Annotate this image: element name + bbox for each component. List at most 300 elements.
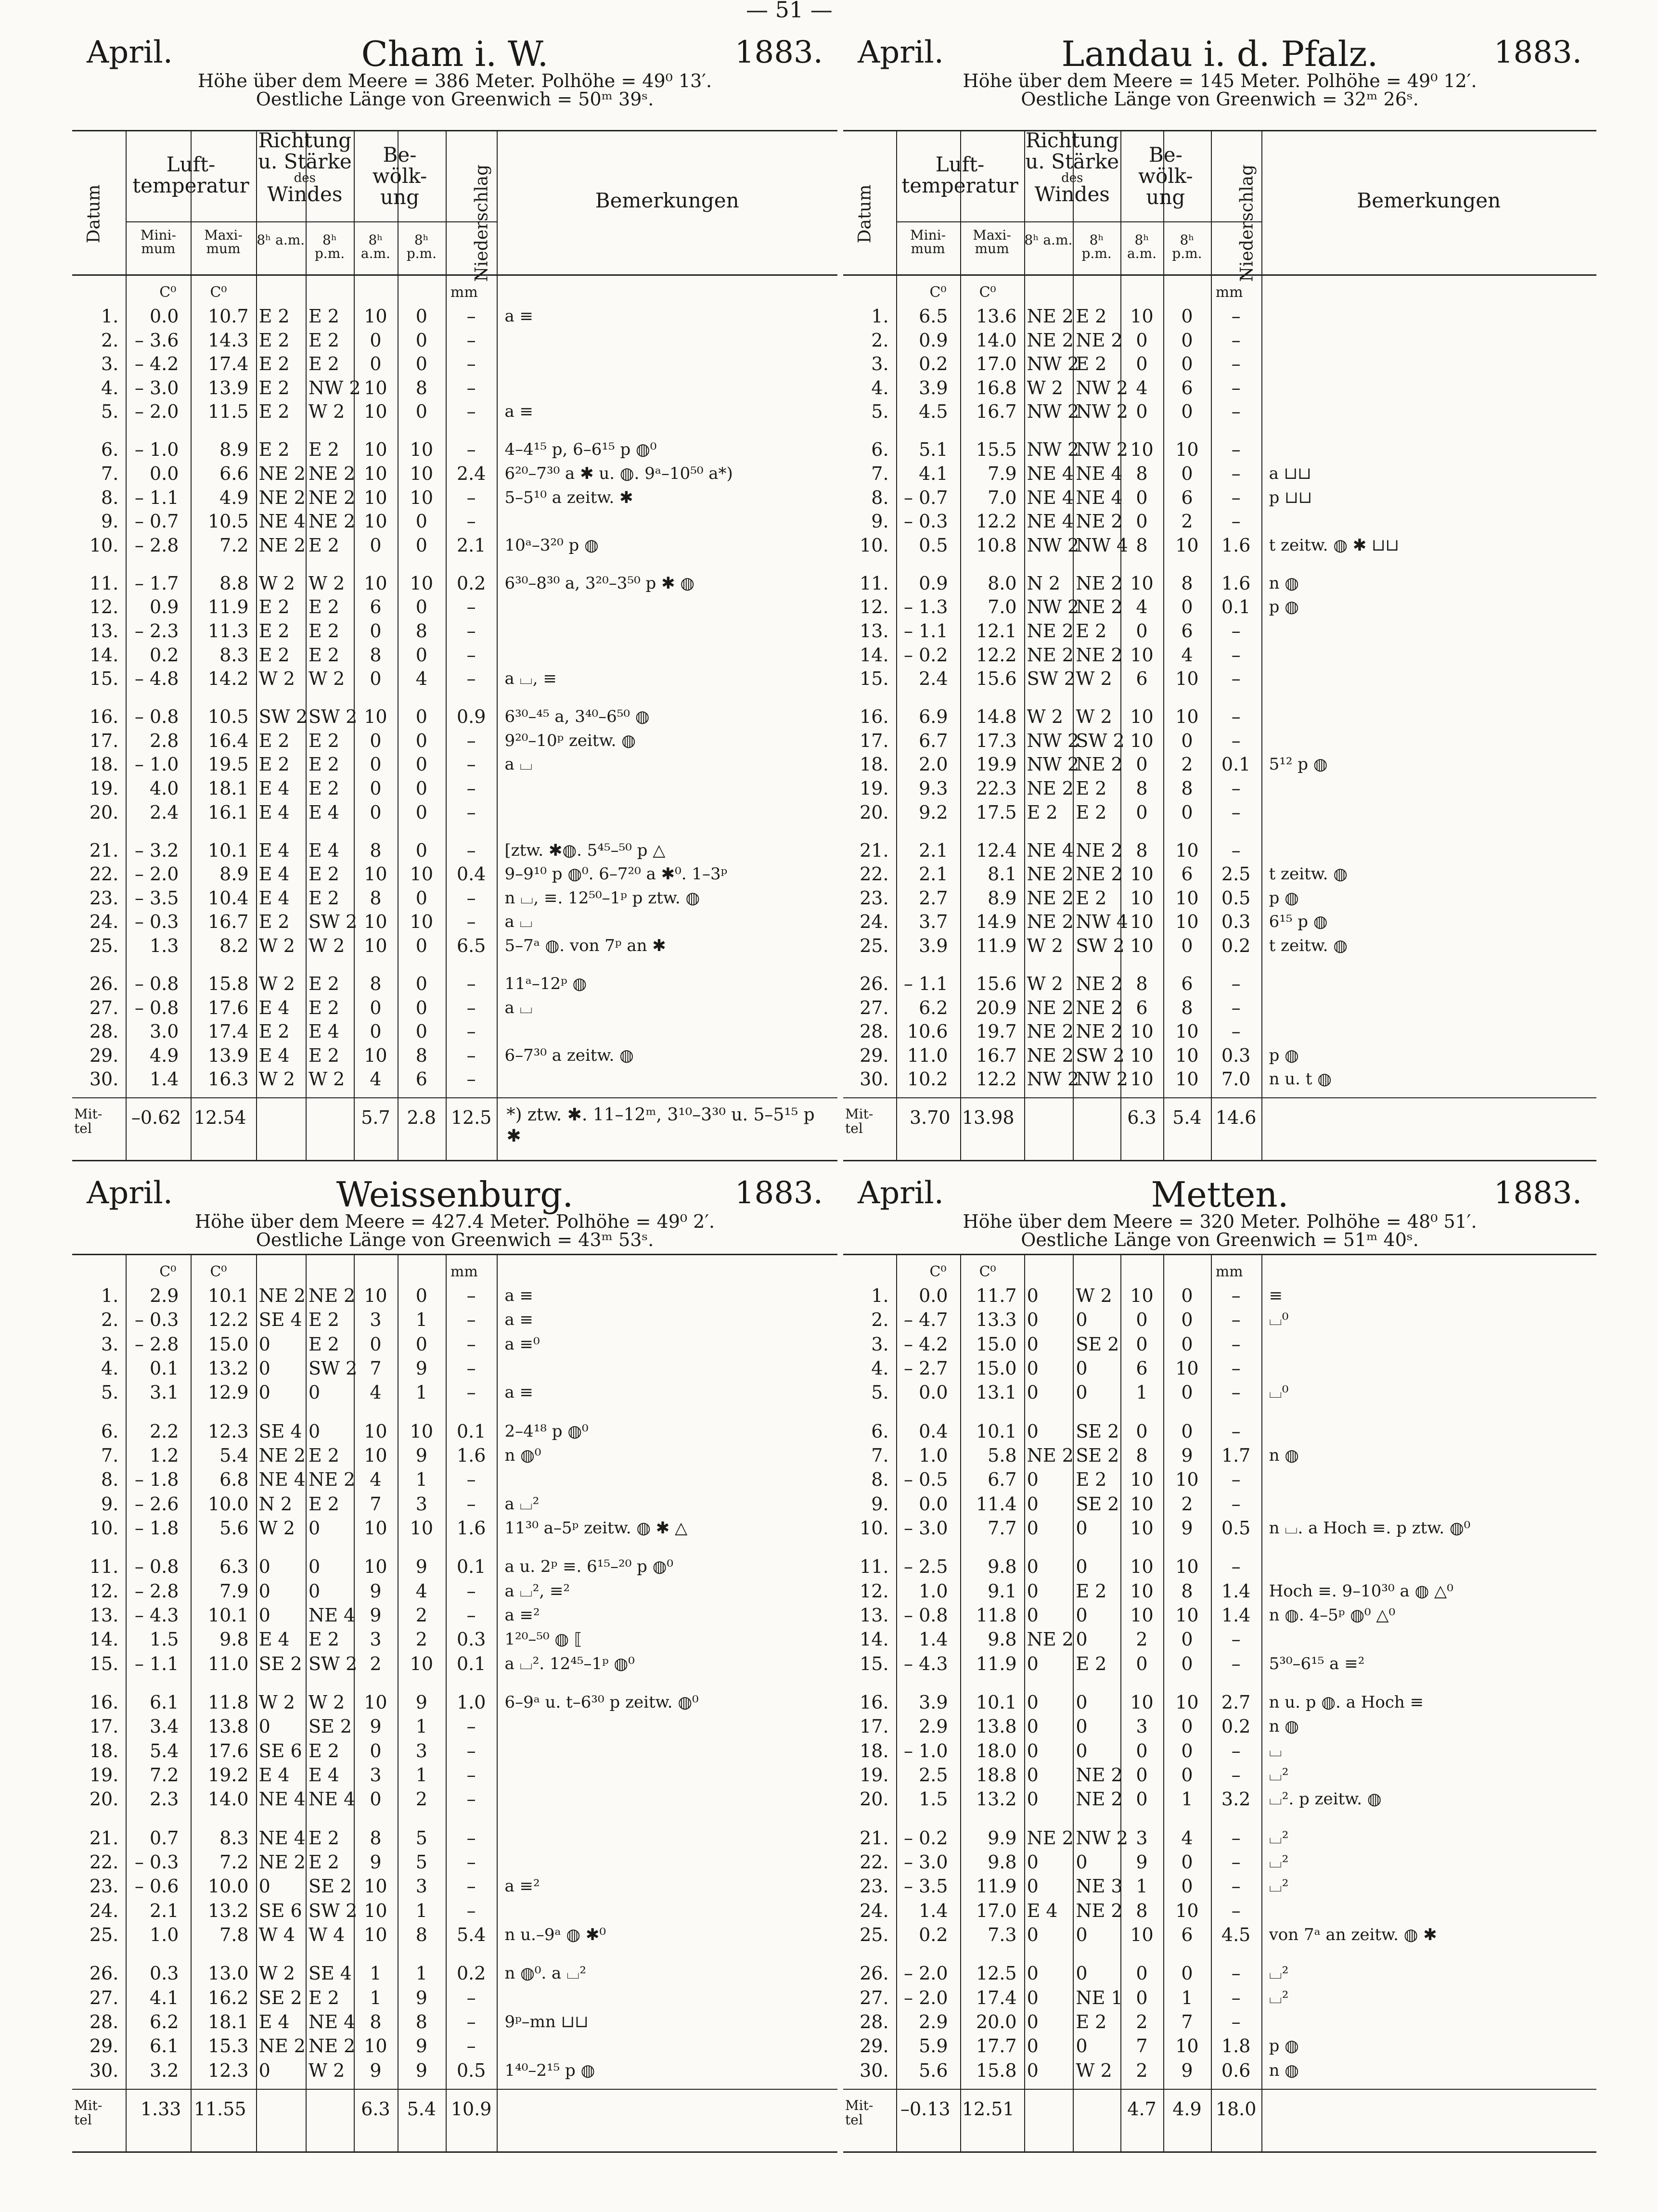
cell-remark: n ◍⁰. a ⌴²: [504, 1964, 586, 1983]
cell-date: 30.: [89, 1068, 119, 1090]
cell-cloud-am: 10: [364, 935, 387, 956]
cell-wind-am: 0: [258, 1556, 270, 1578]
cell-cloud-pm: 0: [415, 935, 427, 956]
cell-wind-pm: W 2: [308, 1068, 345, 1090]
cell-date: 22.: [89, 863, 119, 885]
cell-cloud-pm: 4: [415, 1580, 427, 1602]
cell-wind-am: E 4: [258, 997, 290, 1018]
cell-remark: n ◍: [1269, 1446, 1299, 1465]
cell-wind-pm: E 2: [308, 353, 339, 375]
cell-date: 13.: [89, 1605, 119, 1626]
cell-wind-pm: W 2: [1076, 2059, 1112, 2081]
cell-cloud-am: 3: [1136, 1827, 1148, 1849]
cell-wind-am: E 4: [258, 1764, 290, 1786]
cell-date: 30.: [89, 2059, 119, 2081]
cell-date: 8.: [101, 487, 119, 508]
cell-wind-pm: 0: [1076, 2035, 1088, 2057]
cell-cloud-pm: 0: [415, 329, 427, 351]
cell-wind-am: E 4: [258, 1044, 290, 1066]
station-year: 1883.: [1493, 35, 1582, 70]
cell-precip: 1.4: [1221, 1580, 1251, 1602]
cell-wind-am: NE 4: [1027, 511, 1074, 532]
cell-max-temp: 5.6: [219, 1517, 249, 1539]
cell-remark: p ◍: [1269, 1045, 1299, 1065]
cell-max-temp: 6.7: [988, 1469, 1017, 1491]
cell-date: 3.: [101, 353, 119, 375]
cell-wind-pm: 0: [1076, 1605, 1088, 1626]
cell-cloud-am: 0: [370, 1788, 382, 1810]
cell-precip: –: [466, 2035, 476, 2057]
cell-precip: –: [466, 1788, 476, 1810]
cell-date: 15.: [89, 668, 119, 690]
cell-cloud-am: 8: [370, 839, 382, 861]
cell-cloud-pm: 0: [415, 839, 427, 861]
cell-precip: 0.2: [456, 572, 486, 594]
table-row: [72, 935, 837, 957]
mean-value: 1.33: [140, 2098, 181, 2120]
cell-min-temp: – 2.5: [904, 1556, 948, 1578]
cell-min-temp: 6.1: [150, 1692, 179, 1713]
cell-wind-am: E 4: [258, 863, 290, 885]
cell-date: 11.: [860, 1556, 889, 1578]
cell-wind-am: E 2: [258, 377, 290, 399]
table-row: [72, 1518, 837, 1539]
cell-cloud-pm: 0: [415, 973, 427, 995]
cell-cloud-am: 10: [364, 487, 387, 508]
cell-min-temp: – 0.3: [134, 1309, 179, 1331]
cell-min-temp: 1.2: [150, 1445, 179, 1466]
cell-cloud-pm: 8: [415, 620, 427, 642]
cell-precip: –: [1231, 2011, 1241, 2033]
air-temp-header-2: temperatur: [132, 174, 249, 197]
table-row: [843, 620, 1596, 642]
cell-date: 17.: [89, 1716, 119, 1737]
cell-max-temp: 12.9: [207, 1382, 249, 1403]
cell-wind-am: NE 4: [1027, 839, 1074, 861]
table-row: [72, 535, 837, 556]
cell-max-temp: 10.1: [207, 839, 249, 861]
table-row: [72, 330, 837, 351]
cell-date: 28.: [860, 2011, 889, 2033]
cell-precip: 1.4: [1221, 1605, 1251, 1626]
station-longitude: Oestliche Länge von Greenwich = 50ᵐ 39ˢ.: [256, 89, 654, 110]
cell-max-temp: 12.2: [976, 644, 1017, 666]
cell-cloud-pm: 6: [1181, 863, 1193, 885]
cell-precip: –: [1231, 1876, 1241, 1897]
cell-min-temp: 2.0: [919, 754, 948, 775]
cell-date: 12.: [89, 596, 119, 618]
cell-date: 3.: [871, 1333, 889, 1355]
footnote: *) ztw. ✱. 11–12ᵐ, 3¹⁰–3³⁰ u. 5–5¹⁵ p ✱: [506, 1105, 815, 1146]
table-row: [843, 997, 1596, 1019]
cell-wind-pm: E 2: [308, 1493, 339, 1515]
cell-cloud-pm: 10: [1175, 1044, 1199, 1066]
cell-wind-pm: 0: [1076, 1629, 1088, 1650]
cell-cloud-pm: 0: [1181, 1420, 1193, 1442]
cell-min-temp: 4.9: [150, 1044, 179, 1066]
cell-max-temp: 15.0: [976, 1357, 1017, 1379]
cell-precip: –: [1231, 1021, 1241, 1042]
cell-wind-am: NE 2: [1027, 1021, 1074, 1042]
cell-precip: –: [1231, 511, 1241, 532]
cell-wind-pm: NE 1: [1076, 1987, 1123, 2008]
cell-min-temp: 1.0: [150, 1924, 179, 1945]
cell-min-temp: – 4.2: [134, 353, 179, 375]
cloud-am-header: 8ʰ a.m.: [1127, 232, 1157, 261]
cell-wind-pm: E 2: [308, 887, 339, 909]
wind-header-1: Richtung: [1026, 129, 1119, 152]
cell-wind-am: NW 2: [1027, 534, 1080, 556]
cell-min-temp: 5.9: [919, 2035, 948, 2057]
cell-max-temp: 15.8: [207, 973, 249, 995]
cell-min-temp: 10.6: [907, 1021, 948, 1042]
cell-cloud-am: 0: [370, 329, 382, 351]
cell-wind-am: NE 2: [1027, 911, 1074, 933]
cell-max-temp: 16.8: [976, 377, 1017, 399]
mean-value: 6.3: [361, 2098, 390, 2120]
cell-wind-am: E 2: [258, 644, 290, 666]
cell-cloud-pm: 0: [1181, 463, 1193, 484]
data-table: [843, 1254, 1596, 2151]
unit-min: C⁰: [159, 284, 177, 301]
cell-max-temp: 7.2: [219, 534, 249, 556]
cell-wind-am: 0: [1027, 1382, 1039, 1403]
cell-cloud-am: 10: [1130, 1924, 1154, 1945]
cell-min-temp: 2.1: [150, 1900, 179, 1921]
cell-min-temp: 0.0: [919, 1493, 948, 1515]
cell-cloud-pm: 9: [415, 1445, 427, 1466]
cell-remark: ⌴²: [1269, 1877, 1289, 1896]
cell-wind-am: 0: [258, 1716, 270, 1737]
table-row: [843, 706, 1596, 728]
cell-precip: –: [1231, 1420, 1241, 1442]
cell-cloud-am: 0: [1136, 511, 1148, 532]
cell-precip: –: [1231, 463, 1241, 484]
cell-max-temp: 12.2: [976, 511, 1017, 532]
mean-value: 13.98: [962, 1107, 1015, 1128]
cell-cloud-pm: 10: [1175, 1900, 1199, 1921]
station-altitude: Höhe über dem Meere = 427.4 Meter. Polhöhe = 49⁰ 2′.: [194, 1211, 715, 1232]
cell-wind-am: E 4: [258, 1629, 290, 1650]
cell-date: 3.: [101, 1333, 119, 1355]
cell-date: 22.: [860, 1852, 889, 1873]
cell-min-temp: 11.0: [907, 1044, 948, 1066]
cell-wind-am: 0: [1027, 1605, 1039, 1626]
cell-cloud-pm: 8: [1181, 572, 1193, 594]
cell-precip: –: [1231, 1357, 1241, 1379]
cell-cloud-pm: 6: [1181, 620, 1193, 642]
cloud-header-1: Be-: [1148, 143, 1182, 167]
cell-min-temp: 0.2: [150, 644, 179, 666]
cell-precip: –: [1231, 778, 1241, 799]
cell-date: 2.: [101, 1309, 119, 1331]
cell-wind-pm: NE 2: [1076, 1900, 1123, 1921]
cell-cloud-am: 3: [370, 1764, 382, 1786]
cell-min-temp: 1.0: [919, 1445, 948, 1466]
wind-header-3: des: [294, 171, 316, 185]
cell-wind-pm: SW 2: [308, 706, 358, 728]
cell-cloud-am: 6: [370, 596, 382, 618]
cell-precip: 0.1: [456, 1653, 486, 1674]
cell-max-temp: 7.3: [988, 1924, 1017, 1945]
cell-max-temp: 6.3: [219, 1556, 249, 1578]
cell-cloud-pm: 0: [1181, 1333, 1193, 1355]
cell-wind-am: E 2: [258, 754, 290, 775]
cell-wind-pm: E 2: [308, 730, 339, 751]
cell-cloud-pm: 1: [415, 1900, 427, 1921]
cell-wind-am: 0: [1027, 1309, 1039, 1331]
cell-precip: 0.1: [456, 1556, 486, 1578]
cell-wind-am: 0: [258, 1382, 270, 1403]
cell-max-temp: 11.8: [207, 1692, 249, 1713]
cell-min-temp: – 0.5: [904, 1469, 948, 1491]
subheader-max: Maxi- mum: [204, 227, 243, 257]
cell-cloud-am: 9: [1136, 1852, 1148, 1873]
cell-wind-pm: E 2: [308, 306, 339, 327]
cell-cloud-am: 0: [1136, 1653, 1148, 1674]
cell-remark: a ≡: [504, 1310, 534, 1330]
table-row: [843, 1285, 1596, 1307]
mean-value: 14.6: [1215, 1107, 1257, 1128]
table-row: [72, 668, 837, 690]
cell-min-temp: – 0.3: [134, 1852, 179, 1873]
cell-cloud-pm: 0: [415, 801, 427, 823]
cell-min-temp: – 0.8: [134, 1556, 179, 1578]
cell-date: 23.: [89, 1876, 119, 1897]
cell-wind-pm: E 2: [308, 644, 339, 666]
cell-date: 9.: [101, 511, 119, 532]
cell-min-temp: 0.2: [919, 353, 948, 375]
cloud-header: [354, 144, 446, 208]
cell-wind-am: 0: [1027, 1517, 1039, 1539]
cell-date: 2.: [871, 1309, 889, 1331]
table-row: [72, 1716, 837, 1737]
cell-wind-am: SE 2: [258, 1653, 302, 1674]
table-row: [843, 1358, 1596, 1379]
cell-cloud-am: 10: [1130, 1044, 1154, 1066]
cell-remark: 6–9ᵃ u. t–6³⁰ p zeitw. ◍⁰: [504, 1693, 699, 1712]
cell-cloud-am: 7: [1136, 2035, 1148, 2057]
cell-precip: –: [466, 668, 476, 690]
air-temp-header: [126, 154, 256, 196]
table-row: [843, 911, 1596, 933]
cell-max-temp: 18.1: [207, 2011, 249, 2033]
air-temp-header-1: Luft-: [166, 153, 216, 176]
cell-wind-am: E 2: [258, 730, 290, 751]
cell-precip: –: [466, 1764, 476, 1786]
cell-cloud-am: 9: [370, 2059, 382, 2081]
table-row: [843, 754, 1596, 775]
cell-date: 28.: [860, 1021, 889, 1042]
cell-date: 23.: [89, 887, 119, 909]
cell-remark: n u. t ◍: [1269, 1069, 1332, 1089]
station-year: 1883.: [1493, 1175, 1582, 1211]
cell-date: 18.: [89, 754, 119, 775]
cell-max-temp: 20.9: [976, 997, 1017, 1018]
cell-max-temp: 5.4: [219, 1445, 249, 1466]
cell-wind-pm: E 2: [1076, 306, 1107, 327]
cell-wind-am: NE 4: [258, 511, 306, 532]
cell-wind-pm: NE 2: [1076, 839, 1123, 861]
cell-precip: –: [1231, 1309, 1241, 1331]
cell-precip: –: [1231, 839, 1241, 861]
cell-date: 24.: [89, 911, 119, 933]
cell-wind-pm: 0: [1076, 1382, 1088, 1403]
cell-min-temp: 4.5: [919, 401, 948, 423]
table-row: [843, 1605, 1596, 1626]
cell-min-temp: – 1.7: [134, 572, 179, 594]
cell-cloud-am: 2: [1136, 2059, 1148, 2081]
cell-remark: ⌴: [1269, 1741, 1282, 1761]
cell-cloud-pm: 1: [415, 1309, 427, 1331]
unit-precip: mm: [450, 1263, 478, 1280]
cell-precip: 1.7: [1221, 1445, 1251, 1466]
cell-cloud-pm: 10: [1175, 1605, 1199, 1626]
cell-cloud-am: 10: [364, 1900, 387, 1921]
cell-max-temp: 14.8: [976, 706, 1017, 728]
cell-date: 9.: [101, 1493, 119, 1515]
cell-remark: ⌴⁰: [1269, 1310, 1289, 1330]
cell-max-temp: 7.7: [988, 1517, 1017, 1539]
cell-max-temp: 12.5: [976, 1963, 1017, 1984]
cell-wind-am: NE 2: [1027, 997, 1074, 1018]
table-row: [72, 1556, 837, 1578]
cell-precip: –: [1231, 730, 1241, 751]
cell-remark: t zeitw. ◍ ✱ ⊔⊔: [1269, 535, 1400, 555]
wind-am-header: 8ʰ a.m.: [1024, 232, 1073, 248]
cell-wind-am: NE 2: [258, 1285, 306, 1306]
cell-cloud-pm: 10: [1175, 911, 1199, 933]
cell-wind-pm: E 2: [1076, 778, 1107, 799]
cell-cloud-pm: 2: [1181, 754, 1193, 775]
cell-cloud-am: 10: [1130, 439, 1154, 461]
cell-cloud-am: 0: [370, 353, 382, 375]
cell-max-temp: 8.8: [219, 572, 249, 594]
cell-min-temp: 2.9: [919, 1716, 948, 1737]
cell-precip: –: [466, 1493, 476, 1515]
cell-wind-am: E 4: [258, 2011, 290, 2033]
cell-max-temp: 11.3: [207, 620, 249, 642]
cell-wind-am: NW 2: [1027, 401, 1080, 423]
cell-min-temp: 0.3: [150, 1963, 179, 1984]
cell-max-temp: 12.3: [207, 2059, 249, 2081]
cell-max-temp: 14.9: [976, 911, 1017, 933]
cell-max-temp: 7.9: [988, 463, 1017, 484]
cell-cloud-am: 3: [370, 1629, 382, 1650]
table-row: [72, 1469, 837, 1491]
wind-header-2: u. Stärke: [257, 150, 352, 173]
table-row: [843, 802, 1596, 823]
cell-date: 16.: [89, 1692, 119, 1713]
cell-max-temp: 12.2: [207, 1309, 249, 1331]
cell-wind-am: 0: [1027, 1852, 1039, 1873]
table-row: [843, 1493, 1596, 1515]
cell-date: 20.: [89, 801, 119, 823]
cell-remark: 6–7³⁰ a zeitw. ◍: [504, 1045, 634, 1065]
cell-wind-am: 0: [258, 1357, 270, 1379]
table-row: [72, 1827, 837, 1849]
cell-cloud-am: 0: [370, 801, 382, 823]
cell-wind-pm: E 2: [1076, 1580, 1107, 1602]
cell-date: 1.: [871, 1285, 889, 1306]
cell-min-temp: 0.5: [919, 534, 948, 556]
cell-min-temp: – 2.3: [134, 620, 179, 642]
cell-wind-pm: NE 2: [1076, 754, 1123, 775]
table-row: [72, 1653, 837, 1675]
cloud-header-3: ung: [380, 185, 419, 209]
cell-min-temp: – 3.0: [904, 1852, 948, 1873]
cell-date: 22.: [89, 1852, 119, 1873]
cell-max-temp: 10.0: [207, 1493, 249, 1515]
cell-max-temp: 19.2: [207, 1764, 249, 1786]
cell-precip: –: [466, 911, 476, 933]
cell-date: 4.: [871, 377, 889, 399]
table-row: [843, 1334, 1596, 1355]
table-bottom-rule: [843, 2151, 1596, 2153]
cell-max-temp: 20.0: [976, 2011, 1017, 2033]
cell-cloud-am: 0: [1136, 1764, 1148, 1786]
table-row: [843, 1788, 1596, 1810]
cell-max-temp: 13.2: [207, 1900, 249, 1921]
cell-cloud-am: 0: [370, 997, 382, 1018]
cell-precip: 0.6: [1221, 2059, 1251, 2081]
cell-precip: –: [1231, 644, 1241, 666]
cell-wind-pm: 0: [308, 1556, 321, 1578]
station-block: [72, 1174, 837, 2151]
station-name: Cham i. W.: [361, 34, 549, 74]
cell-date: 10.: [860, 534, 889, 556]
cell-date: 19.: [89, 1764, 119, 1786]
cell-wind-am: E 2: [1027, 801, 1058, 823]
cell-min-temp: – 0.3: [904, 511, 948, 532]
cell-remark: n u. p ◍. a Hoch ≡: [1269, 1693, 1424, 1712]
cell-precip: 0.1: [1221, 596, 1251, 618]
cell-wind-pm: W 2: [308, 668, 345, 690]
table-row: [843, 306, 1596, 327]
cell-min-temp: 3.9: [919, 377, 948, 399]
cell-cloud-am: 8: [370, 973, 382, 995]
cell-max-temp: 4.9: [219, 487, 249, 508]
cell-min-temp: 2.5: [919, 1764, 948, 1786]
cell-wind-am: NE 2: [1027, 1827, 1074, 1849]
cell-precip: –: [466, 730, 476, 751]
cell-min-temp: 5.6: [919, 2059, 948, 2081]
table-row: [843, 439, 1596, 461]
cell-max-temp: 13.2: [207, 1357, 249, 1379]
cell-max-temp: 15.6: [976, 668, 1017, 690]
cell-max-temp: 11.5: [207, 401, 249, 423]
cell-wind-pm: NW 2: [308, 377, 361, 399]
cell-precip: –: [466, 1068, 476, 1090]
cell-date: 17.: [860, 730, 889, 751]
cell-cloud-am: 10: [364, 439, 387, 461]
cell-min-temp: – 0.8: [134, 997, 179, 1018]
cell-max-temp: 10.1: [976, 1420, 1017, 1442]
cell-cloud-am: 10: [364, 1924, 387, 1945]
cell-date: 21.: [860, 839, 889, 861]
cell-precip: –: [466, 353, 476, 375]
cell-wind-pm: E 2: [308, 329, 339, 351]
cell-date: 8.: [871, 487, 889, 508]
cell-wind-pm: NE 4: [1076, 463, 1123, 484]
cell-date: 4.: [101, 1357, 119, 1379]
cell-wind-am: E 2: [258, 596, 290, 618]
cell-wind-am: E 2: [258, 329, 290, 351]
cell-cloud-am: 10: [1130, 1493, 1154, 1515]
cell-cloud-am: 0: [370, 1740, 382, 1762]
cell-max-temp: 7.2: [219, 1852, 249, 1873]
cell-max-temp: 12.1: [976, 620, 1017, 642]
